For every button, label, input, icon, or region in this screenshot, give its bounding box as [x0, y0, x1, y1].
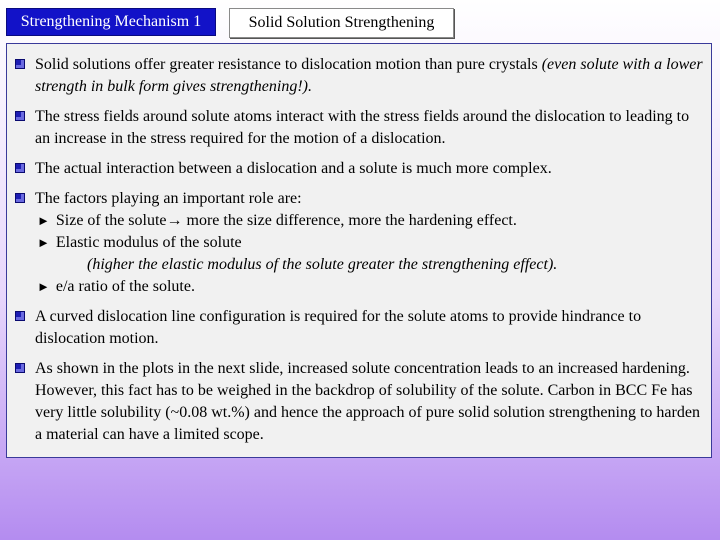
- sub-bullet-item: [35, 276, 705, 298]
- right-triangle-arrow-icon: ►: [37, 279, 50, 294]
- bullet-text: Solid solutions offer greater resistance to dislocation motion than pure crystals: [35, 56, 542, 73]
- bullet-item: [15, 358, 705, 446]
- square-bullet-icon: [15, 59, 25, 69]
- bullet-italic-text: (even solute with a lower strength in bulk form gives strengthening!).: [35, 56, 703, 95]
- content-panel: [6, 43, 712, 458]
- bullet-item: [15, 54, 705, 98]
- slide-subtitle: Solid Solution Strengthening: [229, 8, 454, 38]
- square-bullet-icon: [15, 111, 25, 121]
- bullet-item: [15, 306, 705, 350]
- bullet-item: [15, 106, 705, 150]
- bullet-item: [15, 158, 705, 180]
- sub-bullet-text: Size of the solute→ more the size difference, more the hardening effect.: [55, 212, 517, 229]
- bullet-item: [15, 188, 705, 298]
- right-triangle-arrow-icon: ►: [37, 213, 50, 228]
- square-bullet-icon: [15, 311, 25, 321]
- slide-title: Strengthening Mechanism 1: [6, 8, 216, 36]
- right-triangle-arrow-icon: ►: [37, 235, 50, 250]
- bullet-text: The stress fields around solute atoms interact with the stress fields around the dislocation to leading to an increase in the stress required for the motion of a dislocation.: [35, 108, 690, 147]
- square-bullet-icon: [15, 193, 25, 203]
- sub-bullet-item: [35, 232, 705, 254]
- bullet-text: The factors playing an important role are:: [35, 190, 302, 207]
- sub-bullet-item: [35, 210, 705, 232]
- bullet-text: A curved dislocation line configuration is required for the solute atoms to provide hindrance to dislocation motion.: [35, 308, 642, 347]
- square-bullet-icon: [15, 163, 25, 173]
- sub-bullet-text: e/a ratio of the solute.: [55, 278, 195, 295]
- sub-bullet-note: (higher the elastic modulus of the solute greater the strengthening effect).: [87, 256, 558, 273]
- bullet-text: As shown in the plots in the next slide, increased solute concentration leads to an increased hardening. However, this fact has to be weighed in the backdrop of solubility of the solute. Carbon in BCC Fe has very little solubility (~0.08 wt.%) and hence the approach of pure solid solution strengthening to harden a material can have a limited scope.: [35, 360, 700, 443]
- square-bullet-icon: [15, 363, 25, 373]
- sub-bullet-text: Elastic modulus of the solute: [55, 234, 242, 251]
- bullet-text: The actual interaction between a dislocation and a solute is much more complex.: [35, 160, 552, 177]
